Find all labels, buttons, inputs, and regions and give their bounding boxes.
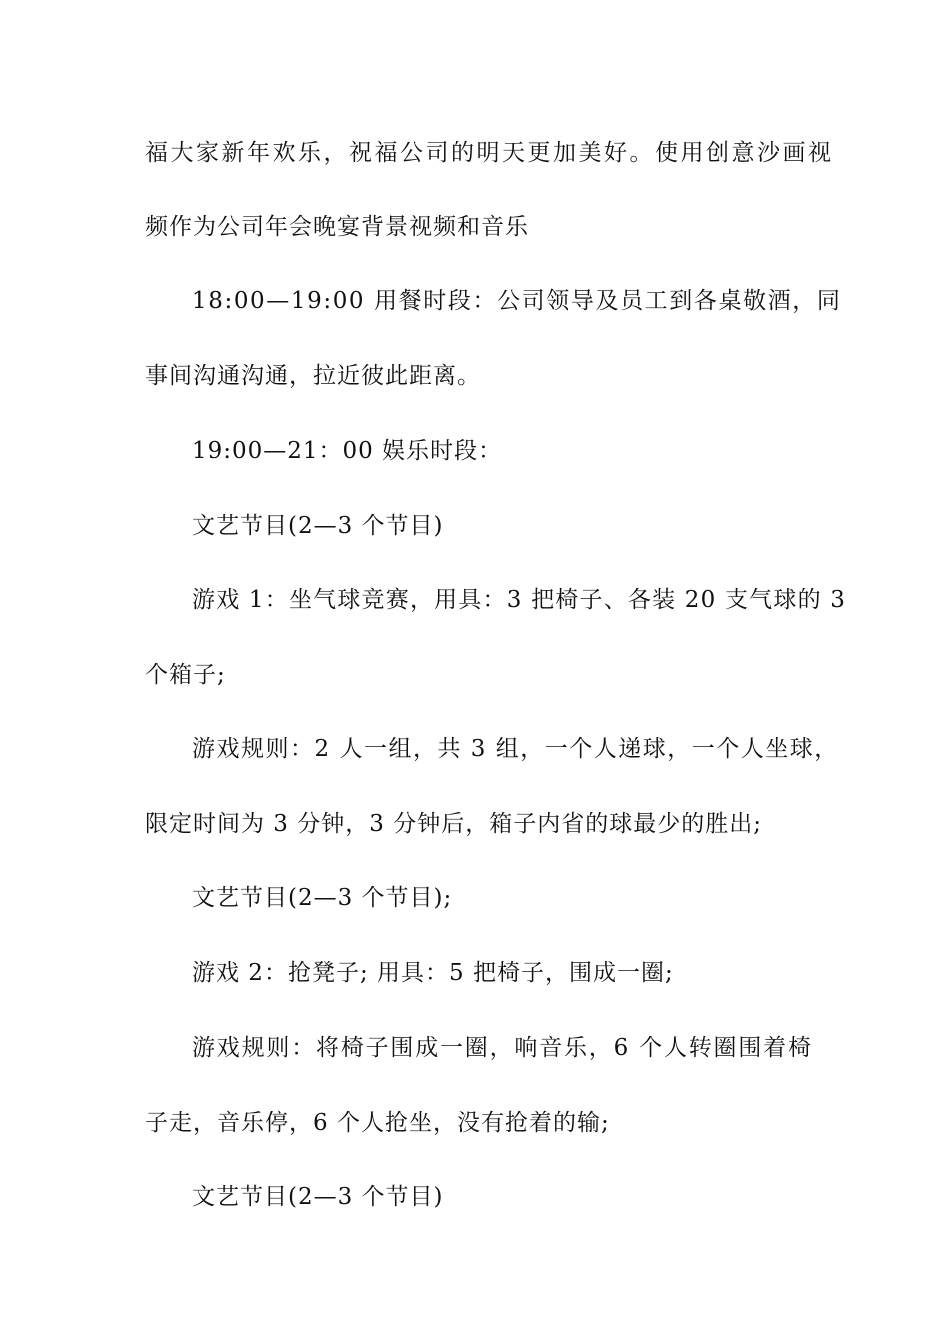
paragraph-line: 文艺节目(2—3 个节目) — [192, 1184, 444, 1210]
paragraph-line: 文艺节目(2—3 个节目) — [192, 513, 444, 539]
paragraph-line: 18:00—19:00 用餐时段：公司领导及员工到各桌敬酒，同 — [192, 288, 842, 314]
paragraph-line: 游戏 2：抢凳子; 用具：5 把椅子，围成一圈; — [192, 960, 674, 986]
paragraph-line: 游戏规则：2 人一组，共 3 组，一个人递球，一个人坐球， — [192, 736, 839, 762]
paragraph-line: 福大家新年欢乐，祝福公司的明天更加美好。使用创意沙画视 — [145, 140, 834, 166]
paragraph-line: 限定时间为 3 分钟，3 分钟后，箱子内省的球最少的胜出; — [145, 811, 762, 837]
paragraph-line: 19:00—21：00 娱乐时段： — [192, 438, 503, 464]
paragraph-line: 游戏规则：将椅子围成一圈，响音乐，6 个人转圈围着椅 — [192, 1035, 813, 1061]
paragraph-line: 事间沟通沟通，拉近彼此距离。 — [145, 363, 481, 389]
paragraph-line: 个箱子; — [145, 662, 226, 688]
paragraph-line: 游戏 1：坐气球竞赛，用具：3 把椅子、各装 20 支气球的 3 — [192, 587, 847, 613]
paragraph-line: 频作为公司年会晚宴背景视频和音乐 — [145, 214, 529, 240]
paragraph-line: 子走，音乐停，6 个人抢坐，没有抢着的输; — [145, 1110, 610, 1136]
paragraph-line: 文艺节目(2—3 个节目); — [192, 885, 453, 911]
